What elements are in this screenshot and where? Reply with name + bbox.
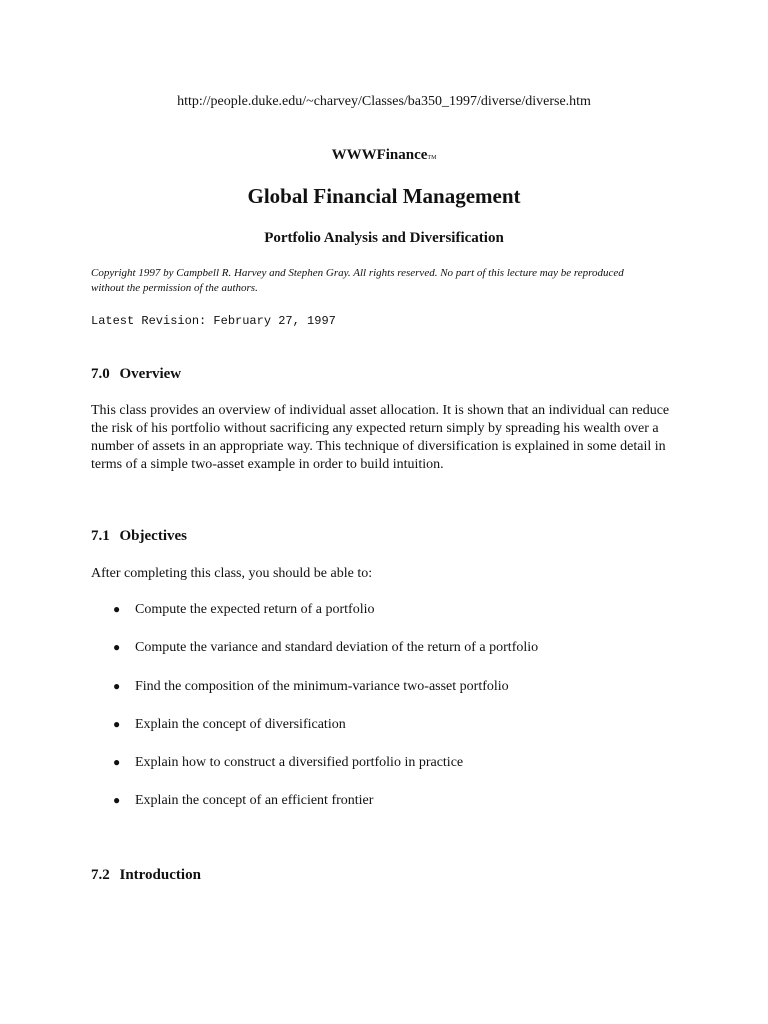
bullet-icon: ● <box>113 755 121 769</box>
section-title: Overview <box>119 366 182 382</box>
list-item-text: Explain how to construct a diversified portfolio in practice <box>135 755 464 770</box>
list-item-text: Compute the expected return of a portfolio <box>135 602 375 617</box>
list-item-text: Find the composition of the minimum-variance two-asset portfolio <box>135 679 509 694</box>
page-title: Global Financial Management <box>247 184 521 208</box>
list-item <box>113 602 374 618</box>
section-number: 7.2 <box>91 867 110 883</box>
section-number: 7.0 <box>91 366 110 382</box>
brand-text: WWWFinance <box>331 147 428 163</box>
list-item-text: Explain the concept of diversification <box>135 717 346 732</box>
bullet-icon: ● <box>113 717 121 731</box>
page-subtitle: Portfolio Analysis and Diversification <box>264 230 504 246</box>
section-title: Introduction <box>119 867 201 883</box>
revision-date: Latest Revision: February 27, 1997 <box>91 314 336 328</box>
list-item <box>113 793 373 809</box>
list-item <box>113 755 463 771</box>
overview-paragraph: This class provides an overview of individual asset allocation. It is shown that an individual can reduce the risk of his portfolio without sacrificing any expected return simply by spreading his wealth over a number of assets in an appropriate way. This technique of diversification is explained in some detail in terms of a simple two-asset example in order to build intuition. <box>91 403 670 472</box>
section-heading-objectives <box>91 528 187 545</box>
bullet-icon: ● <box>113 793 121 807</box>
list-item <box>113 717 346 733</box>
list-item <box>113 679 509 695</box>
section-number: 7.1 <box>91 528 110 544</box>
list-item <box>113 640 538 656</box>
trademark-mark: TM <box>427 155 437 161</box>
section-heading-introduction <box>91 867 201 884</box>
section-title: Objectives <box>119 528 187 544</box>
list-item-text: Explain the concept of an efficient frontier <box>135 793 374 808</box>
bullet-icon: ● <box>113 602 121 616</box>
copyright-notice: Copyright 1997 by Campbell R. Harvey and Stephen Gray. All rights reserved. No part of this lecture may be reproduced without the permission of the authors. <box>91 267 624 294</box>
list-item-text: Compute the variance and standard deviation of the return of a portfolio <box>135 640 539 655</box>
brand-name <box>0 147 768 164</box>
bullet-icon: ● <box>113 640 121 654</box>
objectives-intro: After completing this class, you should be able to: <box>91 566 373 581</box>
section-heading-overview <box>91 366 181 383</box>
source-url: http://people.duke.edu/~charvey/Classes/ba350_1997/diverse/diverse.htm <box>177 94 591 109</box>
bullet-icon: ● <box>113 679 121 693</box>
